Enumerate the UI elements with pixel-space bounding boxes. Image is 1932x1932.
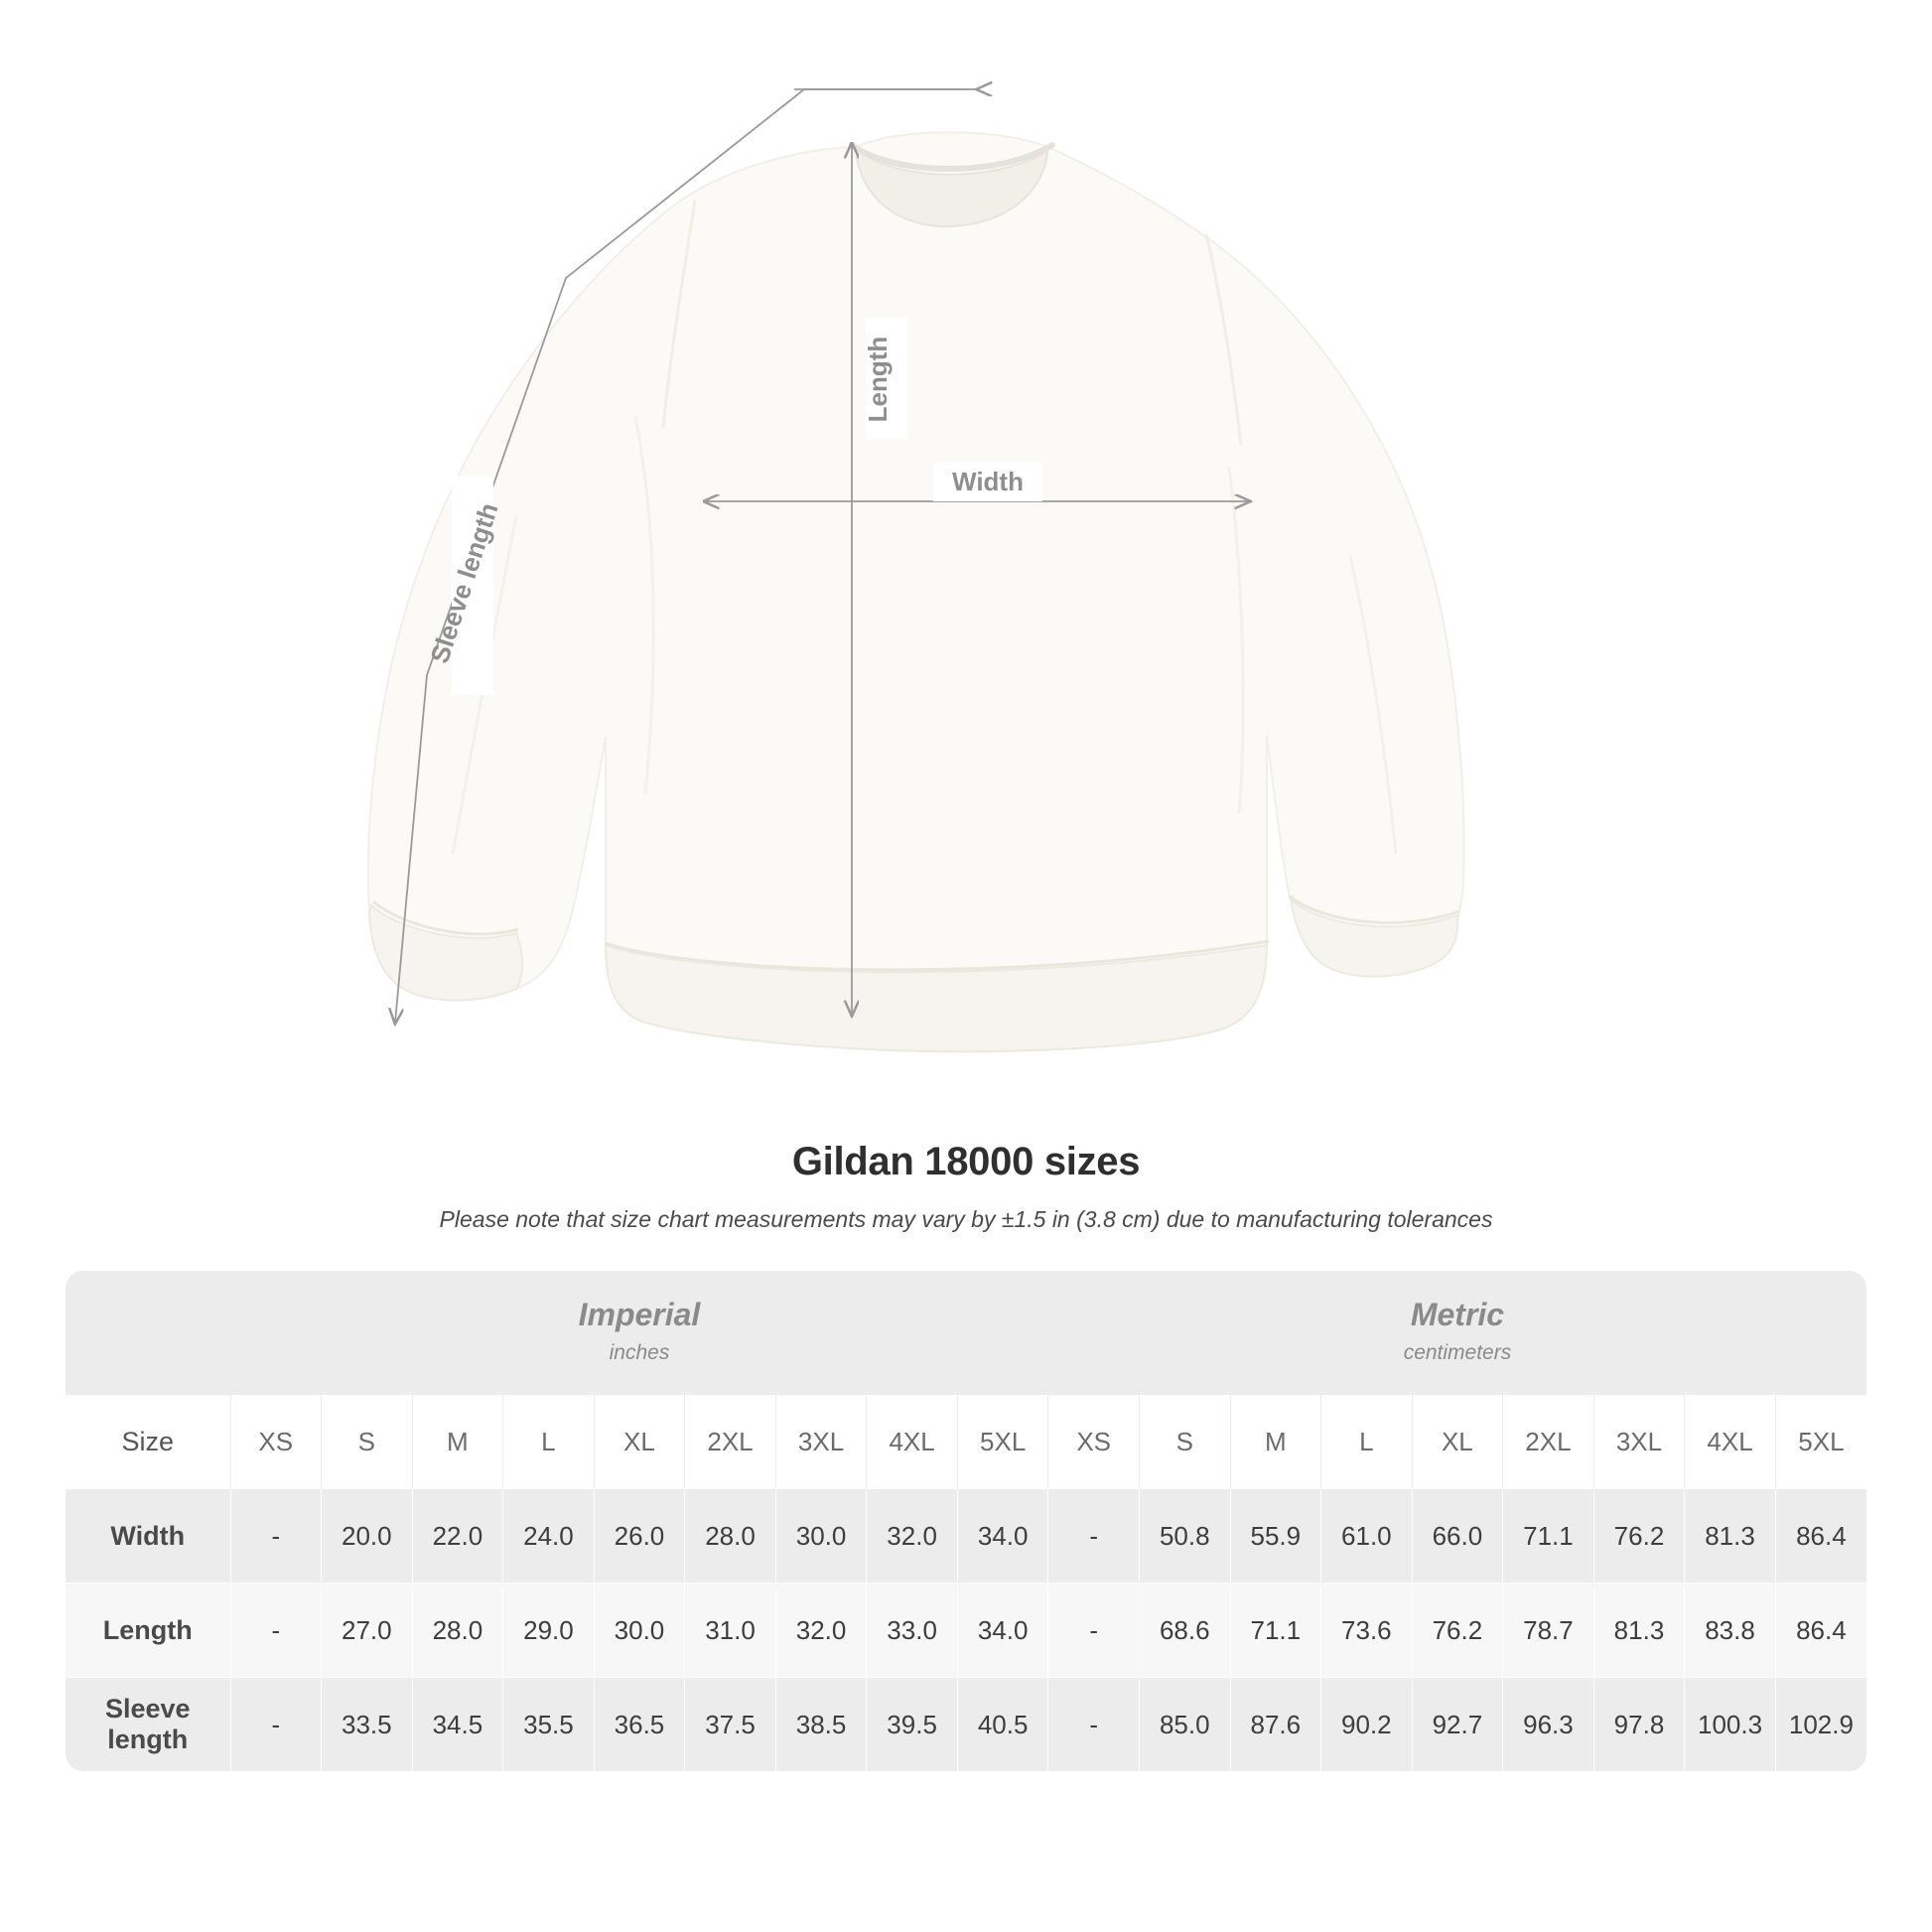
tolerance-note: Please note that size chart measurements may vary by ±1.5 in (3.8 cm) due to manufacturing tolerances — [439, 1206, 1493, 1232]
unit-imperial-cell — [230, 1271, 1048, 1395]
cell-width-4: 26.0 — [594, 1489, 685, 1584]
header-col-17: 5XL — [1775, 1395, 1866, 1489]
cell-width-14: 71.1 — [1503, 1489, 1594, 1584]
cell-length-8: 34.0 — [957, 1584, 1048, 1678]
cell-length-17: 86.4 — [1775, 1584, 1866, 1678]
cell-length-6: 32.0 — [775, 1584, 867, 1678]
table-row — [66, 1678, 1866, 1772]
cell-length-15: 81.3 — [1593, 1584, 1685, 1678]
cell-sleeve-3: 35.5 — [503, 1678, 595, 1772]
header-col-9: XS — [1048, 1395, 1140, 1489]
cell-width-16: 81.3 — [1685, 1489, 1776, 1584]
unit-metric-cell — [1048, 1271, 1866, 1395]
header-col-0: XS — [230, 1395, 322, 1489]
header-size-label: Size — [66, 1395, 230, 1489]
header-col-1: S — [322, 1395, 413, 1489]
cell-sleeve-6: 38.5 — [775, 1678, 867, 1772]
cell-sleeve-11: 87.6 — [1230, 1678, 1321, 1772]
unit-header-row — [66, 1271, 1866, 1395]
cell-sleeve-15: 97.8 — [1593, 1678, 1685, 1772]
page-title: Gildan 18000 sizes — [791, 1140, 1141, 1183]
cell-width-15: 76.2 — [1593, 1489, 1685, 1584]
row-label-sleeve-length: Sleeve length — [66, 1678, 230, 1772]
cell-length-10: 68.6 — [1139, 1584, 1230, 1678]
cell-width-10: 50.8 — [1139, 1489, 1230, 1584]
unit-spacer-cell — [66, 1271, 230, 1395]
table-row — [66, 1584, 1866, 1678]
cell-sleeve-16: 100.3 — [1685, 1678, 1776, 1772]
cell-length-2: 28.0 — [412, 1584, 503, 1678]
size-table — [66, 1271, 1866, 1771]
cell-sleeve-2: 34.5 — [412, 1678, 503, 1772]
header-col-7: 4XL — [867, 1395, 958, 1489]
cell-length-14: 78.7 — [1503, 1584, 1594, 1678]
cell-width-7: 32.0 — [867, 1489, 958, 1584]
sleeve-length-label: Sleeve length — [424, 498, 504, 667]
cell-width-3: 24.0 — [503, 1489, 595, 1584]
row-label-width: Width — [66, 1489, 230, 1584]
header-col-11: M — [1230, 1395, 1321, 1489]
header-col-8: 5XL — [957, 1395, 1048, 1489]
cell-length-4: 30.0 — [594, 1584, 685, 1678]
cell-sleeve-8: 40.5 — [957, 1678, 1048, 1772]
cell-length-13: 76.2 — [1412, 1584, 1503, 1678]
cell-sleeve-5: 37.5 — [685, 1678, 776, 1772]
header-col-4: XL — [594, 1395, 685, 1489]
cell-sleeve-17: 102.9 — [1775, 1678, 1866, 1772]
header-col-5: 2XL — [685, 1395, 776, 1489]
header-col-12: L — [1321, 1395, 1413, 1489]
header-col-14: 2XL — [1503, 1395, 1594, 1489]
cell-sleeve-7: 39.5 — [867, 1678, 958, 1772]
title-block — [0, 1140, 1932, 1233]
header-col-16: 4XL — [1685, 1395, 1776, 1489]
row-label-length: Length — [66, 1584, 230, 1678]
cell-sleeve-12: 90.2 — [1321, 1678, 1413, 1772]
cell-width-2: 22.0 — [412, 1489, 503, 1584]
cell-length-7: 33.0 — [867, 1584, 958, 1678]
unit-imperial-name: Imperial — [578, 1297, 701, 1332]
length-label: Length — [863, 336, 893, 423]
cell-width-9: - — [1048, 1489, 1140, 1584]
cell-sleeve-10: 85.0 — [1139, 1678, 1230, 1772]
sweatshirt-shape — [368, 132, 1464, 1051]
cell-length-5: 31.0 — [685, 1584, 776, 1678]
cell-width-0: - — [230, 1489, 322, 1584]
header-col-6: 3XL — [775, 1395, 867, 1489]
unit-imperial-sub: inches — [609, 1341, 670, 1364]
size-table-wrapper — [66, 1271, 1866, 1771]
cell-sleeve-1: 33.5 — [322, 1678, 413, 1772]
header-col-2: M — [412, 1395, 503, 1489]
cell-sleeve-4: 36.5 — [594, 1678, 685, 1772]
column-header-row — [66, 1395, 1866, 1489]
unit-metric-sub: centimeters — [1403, 1341, 1512, 1364]
header-col-3: L — [503, 1395, 595, 1489]
cell-width-5: 28.0 — [685, 1489, 776, 1584]
cell-length-1: 27.0 — [322, 1584, 413, 1678]
cell-width-6: 30.0 — [775, 1489, 867, 1584]
header-col-10: S — [1139, 1395, 1230, 1489]
cell-width-8: 34.0 — [957, 1489, 1048, 1584]
cell-length-0: - — [230, 1584, 322, 1678]
cell-sleeve-0: - — [230, 1678, 322, 1772]
cell-sleeve-13: 92.7 — [1412, 1678, 1503, 1772]
header-col-13: XL — [1412, 1395, 1503, 1489]
cell-width-11: 55.9 — [1230, 1489, 1321, 1584]
cell-length-11: 71.1 — [1230, 1584, 1321, 1678]
cell-length-3: 29.0 — [503, 1584, 595, 1678]
cell-sleeve-9: - — [1048, 1678, 1140, 1772]
cell-width-1: 20.0 — [322, 1489, 413, 1584]
cell-width-12: 61.0 — [1321, 1489, 1413, 1584]
unit-metric-name: Metric — [1410, 1297, 1505, 1332]
cell-width-13: 66.0 — [1412, 1489, 1503, 1584]
header-col-15: 3XL — [1593, 1395, 1685, 1489]
table-row — [66, 1489, 1866, 1584]
cell-length-16: 83.8 — [1685, 1584, 1776, 1678]
cell-width-17: 86.4 — [1775, 1489, 1866, 1584]
cell-length-9: - — [1048, 1584, 1140, 1678]
cell-length-12: 73.6 — [1321, 1584, 1413, 1678]
cell-sleeve-14: 96.3 — [1503, 1678, 1594, 1772]
width-label: Width — [952, 467, 1024, 496]
